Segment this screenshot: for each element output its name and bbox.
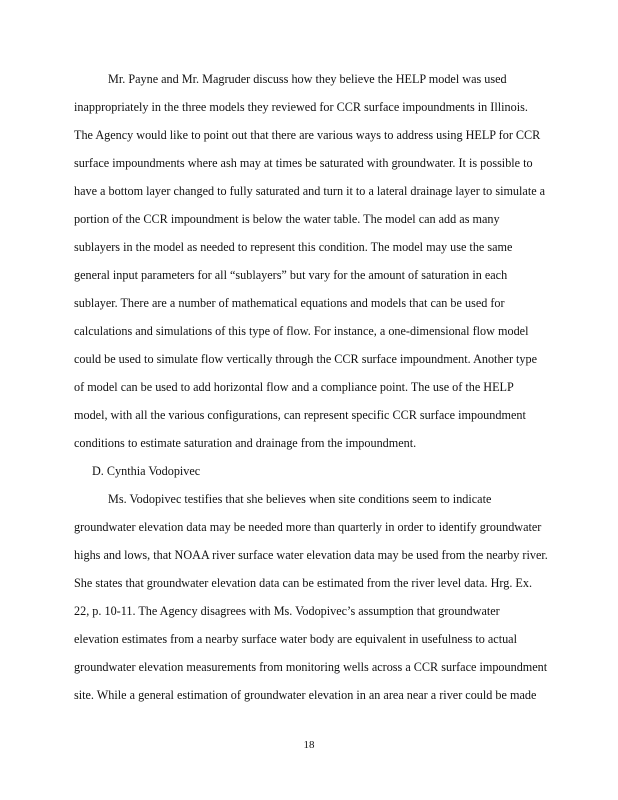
paragraph-1-line-13: model, with all the various configurations, can represent specific CCR surface impoundment: [74, 408, 526, 422]
paragraph-1-line-11: could be used to simulate flow vertically through the CCR surface impoundment. Another type: [74, 352, 538, 366]
paragraph-1-line-2: inappropriately in the three models they reviewed for CCR surface impoundments in Illinois.: [74, 100, 528, 114]
paragraph-1-line-8: general input parameters for all “sublayers” but vary for the amount of saturation in each: [74, 268, 508, 282]
paragraph-2-line-7: groundwater elevation measurements from monitoring wells across a CCR surface impoundment: [74, 660, 548, 674]
paragraph-2-line-3: highs and lows, that NOAA river surface water elevation data may be used from the nearby river.: [74, 548, 548, 562]
paragraph-1-line-4: surface impoundments where ash may at times be saturated with groundwater. It is possible to: [74, 156, 533, 170]
paragraph-1-line-1: Mr. Payne and Mr. Magruder discuss how they believe the HELP model was used: [108, 72, 507, 86]
paragraph-2-line-1: Ms. Vodopivec testifies that she believes when site conditions seem to indicate: [108, 492, 492, 506]
section-heading: D. Cynthia Vodopivec: [92, 464, 201, 478]
paragraph-1-line-6: portion of the CCR impoundment is below the water table. The model can add as many: [74, 212, 500, 226]
paragraph-2-line-2: groundwater elevation data may be needed more than quarterly in order to identify groundwater: [74, 520, 542, 534]
paragraph-1-line-10: calculations and simulations of this type of flow. For instance, a one-dimensional flow model: [74, 324, 529, 338]
paragraph-1-line-3: The Agency would like to point out that there are various ways to address using HELP for CCR: [74, 128, 541, 142]
paragraph-1-line-14: conditions to estimate saturation and drainage from the impoundment.: [74, 436, 417, 450]
paragraph-1-line-9: sublayer. There are a number of mathematical equations and models that can be used for: [74, 296, 505, 310]
paragraph-1-line-7: sublayers in the model as needed to represent this condition. The model may use the same: [74, 240, 513, 254]
paragraph-2-line-4: She states that groundwater elevation data can be estimated from the river level data. Hrg. Ex.: [74, 576, 532, 590]
paragraph-2-line-5: 22, p. 10-11. The Agency disagrees with Ms. Vodopivec’s assumption that groundwater: [74, 604, 500, 618]
paragraph-1-line-12: of model can be used to add horizontal flow and a compliance point. The use of the HELP: [74, 380, 514, 394]
paragraph-2-line-6: elevation estimates from a nearby surface water body are equivalent in usefulness to actual: [74, 632, 517, 646]
paragraph-1-line-5: have a bottom layer changed to fully saturated and turn it to a lateral drainage layer to simulate a: [74, 184, 546, 198]
page-number: 18: [303, 739, 315, 751]
paragraph-2-line-8: site. While a general estimation of groundwater elevation in an area near a river could be made: [74, 688, 537, 702]
